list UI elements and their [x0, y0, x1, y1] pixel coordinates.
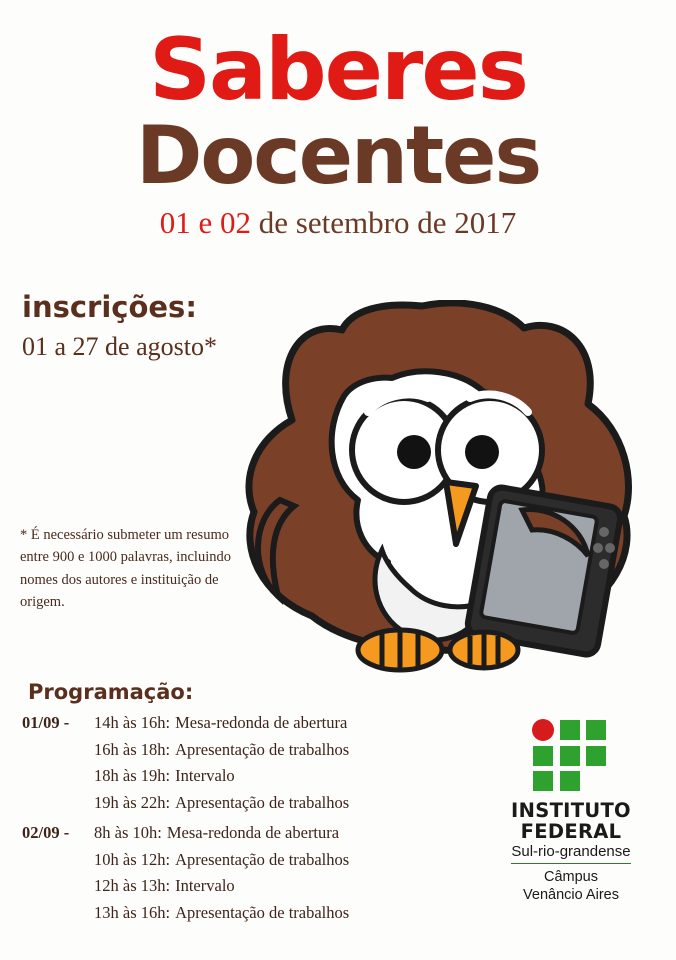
- program-row: [22, 710, 492, 737]
- owl-illustration: [232, 300, 672, 680]
- if-name-line1: INSTITUTO: [511, 799, 631, 822]
- program-desc: Apresentação de trabalhos: [175, 739, 350, 759]
- program-day-label: 02/09 -: [22, 823, 70, 842]
- program-time: 10h às 12h:: [94, 849, 171, 869]
- event-date-days: 01 e 02: [159, 205, 252, 240]
- event-date-rest: de setembro de 2017: [251, 205, 517, 240]
- program-row: [22, 873, 492, 900]
- program-row: [22, 820, 492, 847]
- program-time: 19h às 22h:: [94, 793, 171, 813]
- institution-logo: [486, 718, 656, 904]
- program-time: 14h às 16h:: [94, 713, 171, 732]
- program-day-2: [22, 820, 492, 927]
- abstract-footnote: * É necessário submeter um resumo entre 900 e 1000 palavras, incluindo nomes dos autores e instituição de origem.: [20, 527, 231, 611]
- program-desc: Intervalo: [175, 766, 235, 786]
- if-mark-icon: [530, 718, 612, 792]
- program-row: [22, 790, 492, 817]
- program-row: [22, 847, 492, 874]
- poster-title-line1: Saberes: [149, 20, 527, 120]
- program-row: [22, 900, 492, 927]
- program-row: [22, 737, 492, 764]
- if-campus: [486, 869, 656, 904]
- if-campus-line2: Venâncio Aires: [523, 886, 619, 903]
- if-subtitle: Sul-rio-grandense: [511, 843, 630, 864]
- program-desc: Intervalo: [175, 876, 235, 896]
- program-time: 8h às 10h:: [94, 823, 162, 842]
- program-desc: Apresentação de trabalhos: [175, 849, 350, 869]
- program-desc: Mesa-redonda de abertura: [175, 713, 348, 732]
- program-time: 16h às 18h:: [94, 739, 171, 759]
- program-desc: Apresentação de trabalhos: [175, 793, 350, 813]
- program-desc: Mesa-redonda de abertura: [166, 823, 340, 842]
- program-time: 13h às 16h:: [94, 903, 171, 923]
- program-day-1: [22, 710, 492, 817]
- registration-period: 01 a 27 de agosto*: [22, 332, 217, 361]
- registration-label: inscrições:: [22, 290, 197, 324]
- poster-title-line2: Docentes: [135, 109, 541, 202]
- program-title: Programação:: [28, 680, 194, 704]
- program-time: 12h às 13h:: [94, 876, 171, 896]
- if-campus-line1: Câmpus: [544, 869, 598, 886]
- program-row: [22, 763, 492, 790]
- if-name: [486, 800, 656, 842]
- if-name-line2: FEDERAL: [520, 820, 622, 844]
- program-desc: Apresentação de trabalhos: [175, 903, 350, 923]
- poster-event-date: [0, 205, 676, 241]
- program-time: 18h às 19h:: [94, 766, 171, 786]
- program-day-label: 01/09 -: [22, 713, 70, 732]
